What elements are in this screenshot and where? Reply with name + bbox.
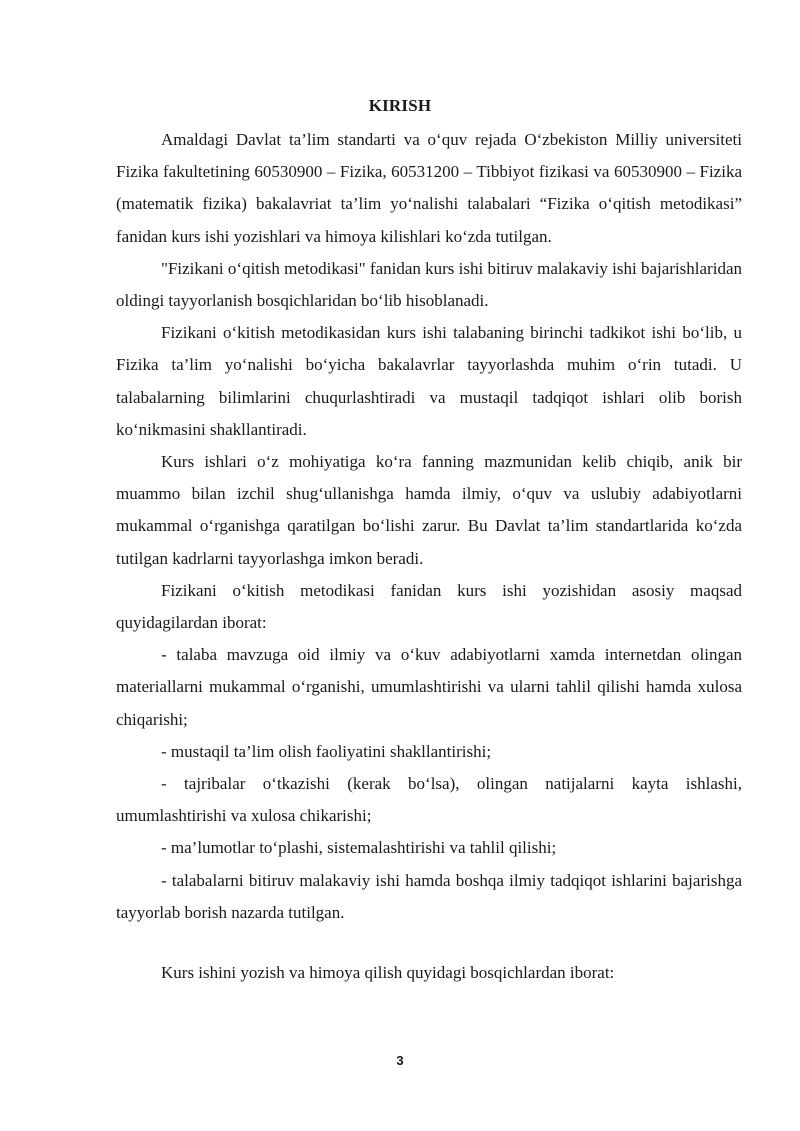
section-heading: KIRISH bbox=[368, 96, 432, 115]
paragraph-course-work-stage: "Fizikani o‘qitish metodikasi" fanidan kurs ishi bitiruv malakaviy ishi bajarishlaridan oldingi tayyorlanish bosqichlaridan bo‘lib hisoblanadi. bbox=[116, 258, 742, 311]
paragraph-course-essence: Kurs ishlari o‘z mohiyatiga ko‘ra fanning mazmunidan kelib chiqib, anik bir muammo bilan izchil shug‘ullanishga hamda ilmiy, o‘quv va uslubiy adabiyotlarni mukammal o‘rganishga qaratilgan bo‘lishi zarur. Bu Davlat ta’lim standartlarida ko‘zda tutilgan kadrlarni tayyorlashga imkon beradi. bbox=[116, 452, 742, 568]
paragraph-first-research: Fizikani o‘kitish metodikasidan kurs ishi talabaning birinchi tadkikot ishi bo‘lib, u Fizika ta’lim yo‘nalishi bo‘yicha bakalavrlar tayyorlashda muhim o‘rin tutadi. U talabalarning bilimlarini chuqurlashtiradi va mustaqil tadqiqot ishlari olib borish ko‘nikmasini shakllantiradi. bbox=[116, 323, 742, 439]
body-text bbox=[116, 124, 742, 989]
paragraph-stages: Kurs ishini yozish va himoya qilish quyidagi bosqichlardan iborat: bbox=[161, 963, 615, 983]
paragraph-intro: Amaldagi Davlat ta’lim standarti va o‘quv rejada O‘zbekiston Milliy universiteti Fizika fakultetining 60530900 – Fizika, 60531200 – Tibbiyot fizikasi va 60530900 – Fizika (matematik fizika) bakalavriat ta’lim yo‘nalishi talabalari “Fizika o‘qitish metodikasi” fanidan kurs ishi yozishlari va himoya kilishlari ko‘zda tutilgan. bbox=[116, 130, 742, 246]
list-item-literature: - talaba mavzuga oid ilmiy va o‘kuv adabiyotlarni xamda internetdan olingan materiallarni mukammal o‘rganishi, umumlashtirishi va ularni tahlil qilishi hamda xulosa chiqarishi; bbox=[116, 645, 742, 729]
list-item-preparation: - talabalarni bitiruv malakaviy ishi hamda boshqa ilmiy tadqiqot ishlarini bajarishga tayyorlab borish nazarda tutilgan. bbox=[116, 870, 742, 922]
list-item-data-collection: - ma’lumotlar to‘plashi, sistemalashtirishi va tahlil qilishi; bbox=[161, 838, 557, 858]
page-number: 3 bbox=[396, 1053, 404, 1068]
paragraph-main-goal: Fizikani o‘kitish metodikasi fanidan kurs ishi yozishidan asosiy maqsad quyidagilardan iborat: bbox=[116, 580, 742, 633]
list-item-independent-learning: - mustaqil ta’lim olish faoliyatini shakllantirishi; bbox=[161, 741, 492, 761]
list-item-experiments: - tajribalar o‘tkazishi (kerak bo‘lsa), olingan natijalarni kayta ishlashi, umumlashtirishi va xulosa chikarishi; bbox=[116, 774, 742, 826]
